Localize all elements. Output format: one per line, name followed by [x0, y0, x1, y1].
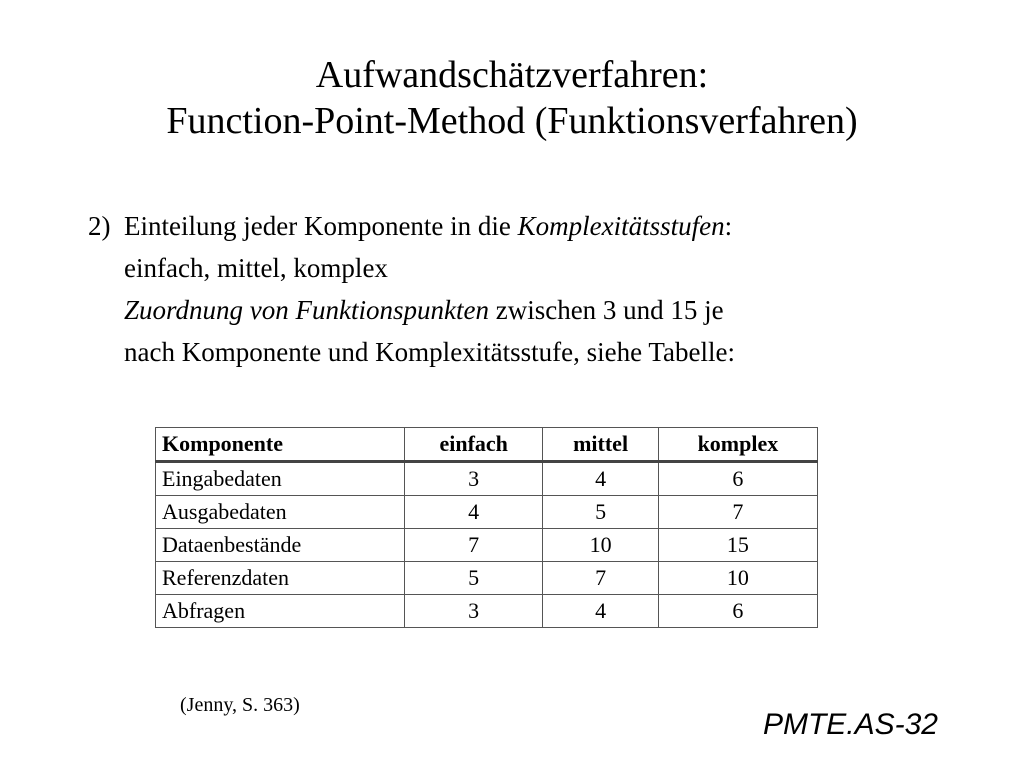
table-cell: 4: [543, 462, 658, 496]
table-row: [156, 595, 818, 628]
item-line-3-italic: Zuordnung von Funktionspunkten: [124, 295, 489, 325]
header-einfach: einfach: [405, 428, 543, 462]
item-line-1: [124, 205, 944, 247]
function-point-table: [155, 427, 818, 628]
item-line-4: nach Komponente und Komplexitätsstufe, siehe Tabelle:: [124, 337, 735, 367]
table-cell: 5: [405, 562, 543, 595]
header-komplex: komplex: [658, 428, 817, 462]
item-line-1-prefix: Einteilung jeder Komponente in die: [124, 211, 518, 241]
header-mittel: mittel: [543, 428, 658, 462]
table-cell: 5: [543, 496, 658, 529]
table-row: [156, 562, 818, 595]
item-line-1-suffix: :: [724, 211, 733, 241]
table-cell: 3: [405, 595, 543, 628]
table-cell: 6: [658, 462, 817, 496]
table-cell: 10: [543, 529, 658, 562]
item-line-1-italic: Komplexitätsstufen: [517, 211, 725, 241]
item-line-2: einfach, mittel, komplex: [124, 253, 388, 283]
table-cell: 3: [405, 462, 543, 496]
item-number: 2): [88, 211, 111, 241]
slide-title-line-2: Function-Point-Method (Funktionsverfahren): [166, 100, 858, 142]
slide-title: [0, 52, 1024, 144]
table-cell: Eingabedaten: [156, 462, 405, 496]
table-cell: Dataenbestände: [156, 529, 405, 562]
table-cell: 7: [658, 496, 817, 529]
slide-title-line-1: Aufwandschätzverfahren:: [315, 54, 709, 96]
table-row: [156, 462, 818, 496]
citation: (Jenny, S. 363): [180, 694, 300, 716]
table-cell: Referenzdaten: [156, 562, 405, 595]
table-row: [156, 529, 818, 562]
table-cell: 6: [658, 595, 817, 628]
table-cell: 10: [658, 562, 817, 595]
table-cell: 15: [658, 529, 817, 562]
header-komponente: Komponente: [156, 428, 405, 462]
item-body: [124, 205, 944, 373]
table-row: [156, 496, 818, 529]
slide-code: PMTE.AS-32: [762, 708, 938, 741]
table-cell: Ausgabedaten: [156, 496, 405, 529]
table-cell: 4: [405, 496, 543, 529]
table-cell: 7: [405, 529, 543, 562]
table-cell: Abfragen: [156, 595, 405, 628]
item-line-3-suffix: zwischen 3 und 15 je: [488, 295, 724, 325]
table-cell: 7: [543, 562, 658, 595]
table-header-row: [156, 428, 818, 462]
table-cell: 4: [543, 595, 658, 628]
item-line-3: [124, 289, 944, 331]
